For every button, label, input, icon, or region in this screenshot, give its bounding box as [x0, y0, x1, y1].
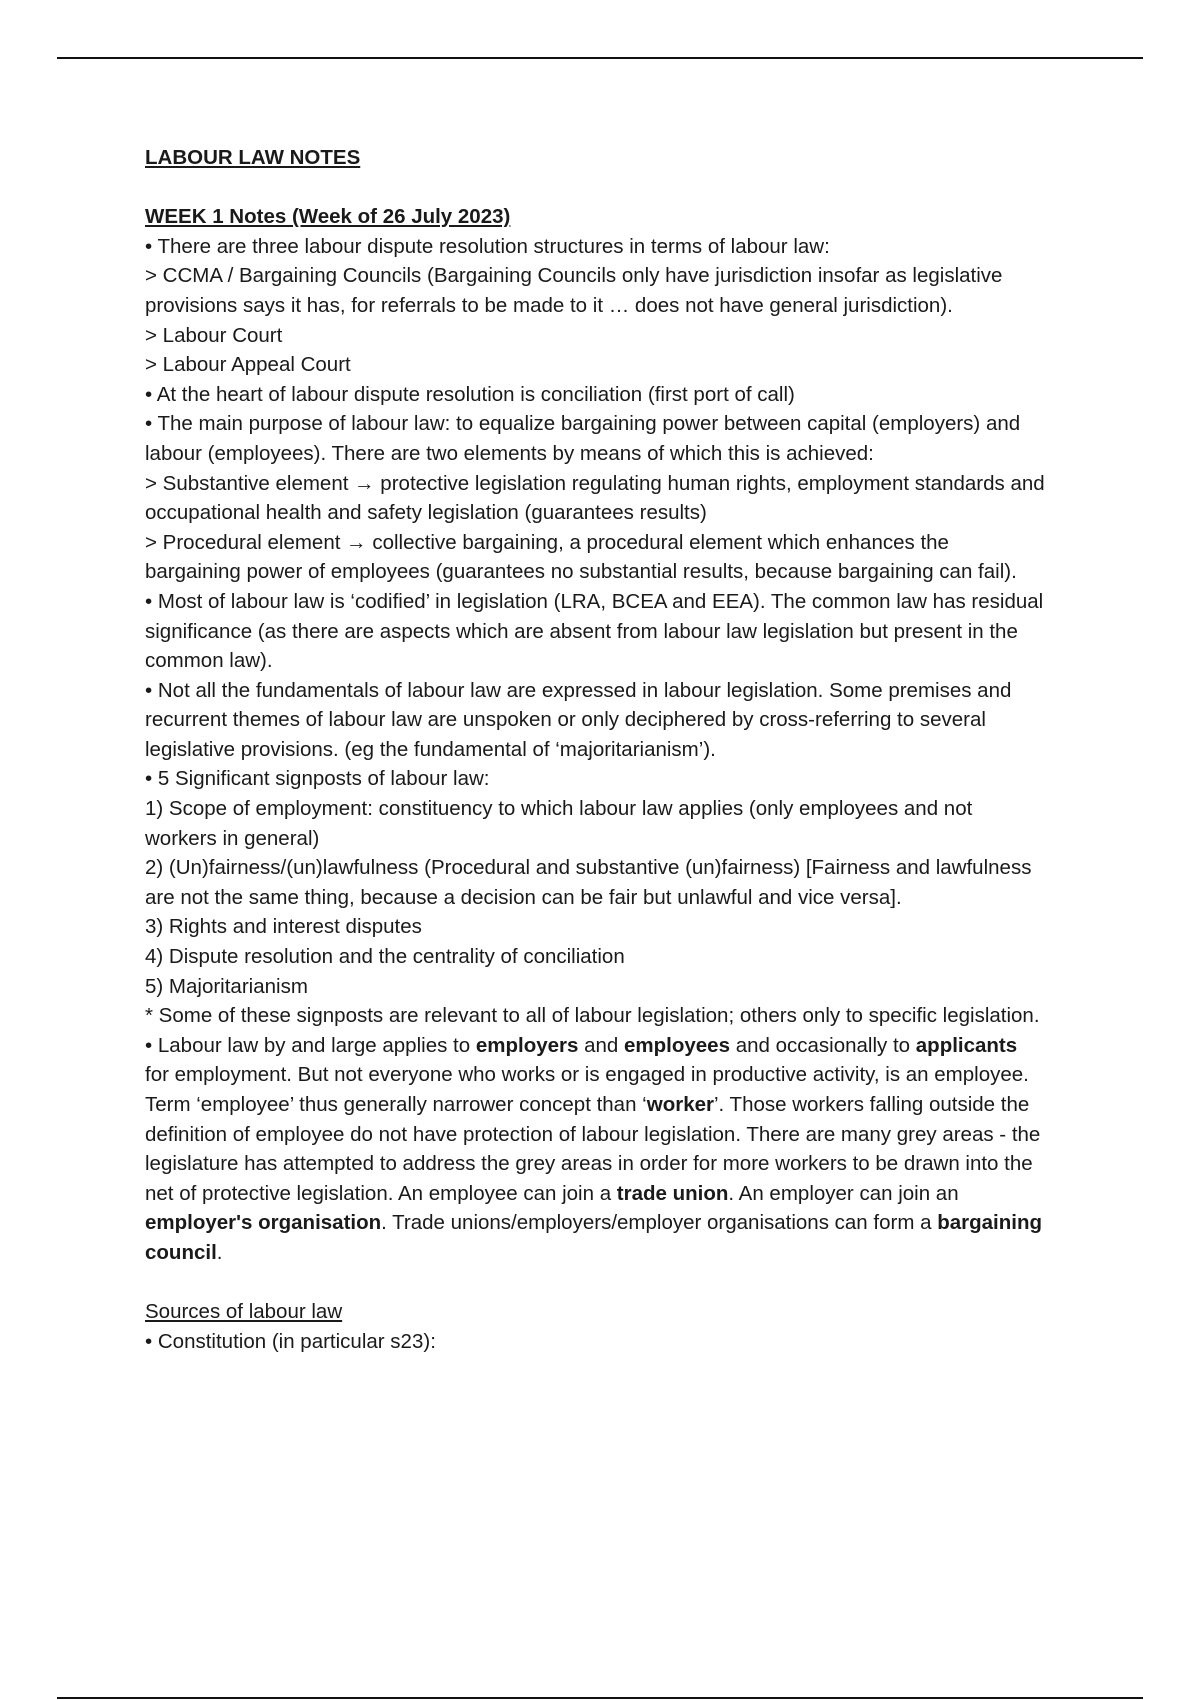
signpost-item: 5) Majoritarianism [145, 974, 308, 998]
conciliation-point: • At the heart of labour dispute resolution is conciliation (first port of call) [145, 382, 795, 406]
structure-item: > Labour Court [145, 323, 283, 347]
purpose-item: > Procedural element → collective bargaining, a procedural element which enhances the bargaining power of employees (guarantees no substantial results, because bargaining can fail). [145, 530, 1017, 584]
term-bargaining-council: bargaining council [145, 1211, 1042, 1264]
applies-text: . An employer can join an [728, 1181, 959, 1205]
applies-paragraph [145, 1031, 1045, 1268]
signposts-intro: • 5 Significant signposts of labour law: [145, 767, 490, 791]
sources-item: • Constitution (in particular s23): [145, 1329, 436, 1353]
signpost-item: 4) Dispute resolution and the centrality of conciliation [145, 945, 625, 969]
purpose-intro: • The main purpose of labour law: to equalize bargaining power between capital (employers) and labour (employees). There are two elements by means of which this is achieved: [145, 412, 1021, 465]
signpost-item: 1) Scope of employment: constituency to which labour law applies (only employees and not workers in general) [145, 797, 973, 850]
spacer [145, 1268, 1045, 1298]
applies-text: ’. Those workers falling outside the definition of employee do not have protection of labour legislation. There are many grey areas - the legislature has attempted to address the grey areas in order for more workers to be drawn into the net of protective legislation. An employee can join a [145, 1093, 1041, 1205]
structure-item: > Labour Appeal Court [145, 353, 351, 377]
codified-point: • Most of labour law is ‘codified’ in legislation (LRA, BCEA and EEA). The common law has residual significance (as there are aspects which are absent from labour law legislation but present in the common law). [145, 589, 1044, 673]
sources-heading: Sources of labour law [145, 1300, 343, 1324]
applies-text: . Trade unions/employers/employer organisations can form a [381, 1211, 938, 1235]
applies-text: for employment. But not everyone who works or is engaged in productive activity, is an employee. Term ‘employee’ thus generally narrower concept than ‘ [145, 1063, 1029, 1116]
term-worker: worker [646, 1093, 714, 1116]
applies-text: and occasionally to [730, 1033, 916, 1057]
term-applicants: applicants [915, 1033, 1018, 1057]
signpost-item: 2) (Un)fairness/(un)lawfulness (Procedural and substantive (un)fairness) [Fairness and lawfulness are not the same thing, because a decision can be fair but unlawful and vice versa]. [145, 856, 1032, 909]
term-employers: employers [475, 1033, 579, 1057]
term-employers-organisation: employer's organisation [145, 1211, 382, 1235]
signposts-note: * Some of these signposts are relevant to all of labour legislation; others only to specific legislation. [145, 1004, 1040, 1028]
page-top-rule [57, 57, 1143, 59]
applies-text: • Labour law by and large applies to [145, 1033, 476, 1057]
structure-item: > CCMA / Bargaining Councils (Bargaining Councils only have jurisdiction insofar as legislative provisions says it has, for referrals to be made to it … does not have general jurisdiction). [145, 264, 1003, 317]
fundamentals-point: • Not all the fundamentals of labour law are expressed in labour legislation. Some premises and recurrent themes of labour law are unspoken or only deciphered by cross-referring to several legislative provisions. (eg the fundamental of ‘majoritarianism’). [145, 678, 1012, 761]
purpose-item: > Substantive element → protective legislation regulating human rights, employment standards and occupational health and safety legislation (guarantees results) [145, 471, 1045, 525]
applies-text: . [216, 1240, 223, 1264]
document-body [145, 143, 1045, 1356]
term-employees: employees [624, 1033, 730, 1057]
applies-text: and [578, 1033, 625, 1057]
page-bottom-rule [57, 1697, 1143, 1699]
spacer [145, 173, 1045, 203]
structures-intro: • There are three labour dispute resolution structures in terms of labour law: [145, 234, 830, 258]
week-heading: WEEK 1 Notes (Week of 26 July 2023) [145, 205, 511, 229]
term-trade-union: trade union [616, 1181, 729, 1205]
document-title: LABOUR LAW NOTES [145, 146, 361, 169]
signpost-item: 3) Rights and interest disputes [145, 915, 422, 939]
